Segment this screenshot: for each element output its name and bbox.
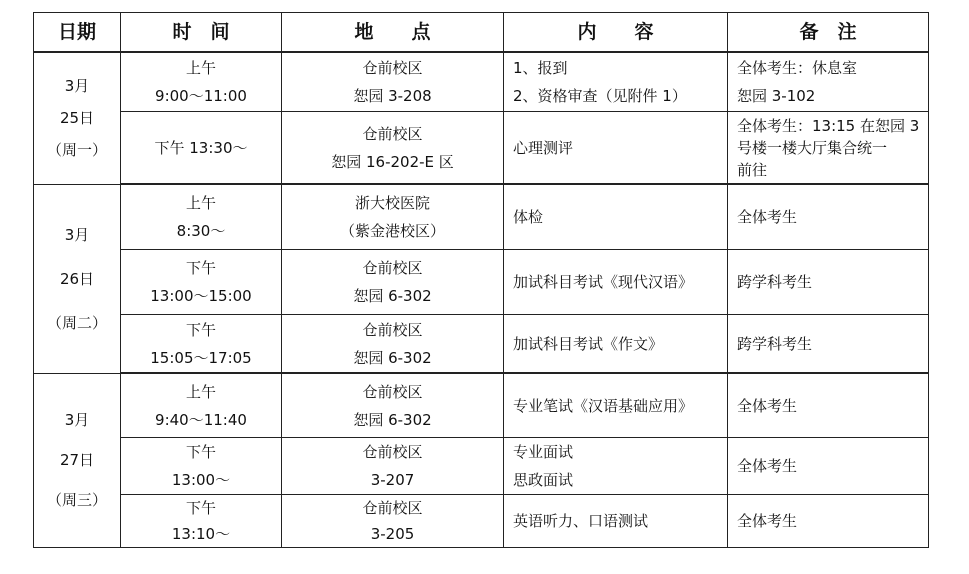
remark-cell (728, 373, 929, 438)
time-cell (121, 250, 282, 315)
remark-text: 号楼一楼大厅集合统一 (737, 138, 888, 157)
remark-text: 全体考生 (737, 457, 798, 475)
time-text: 13:00～15:00 (150, 287, 252, 305)
remark-text: 全体考生：休息室 (737, 59, 858, 77)
time-text: 上午 (185, 194, 216, 212)
time-text: 下午 (185, 443, 216, 461)
schedule-table (33, 12, 929, 548)
remark-text: 全体考生 (737, 396, 798, 415)
time-cell (121, 112, 282, 185)
time-cell (121, 315, 282, 374)
table-row (34, 495, 929, 548)
date-weekday: （周一） (46, 141, 107, 160)
remark-cell (728, 112, 929, 185)
time-text: 8:30～ (176, 222, 226, 240)
time-text: 9:00～11:00 (155, 87, 247, 105)
table-row (34, 184, 929, 250)
remark-text: 恕园 3-102 (737, 87, 816, 105)
date-month: 3月 (64, 225, 90, 244)
content-text: 体检 (513, 208, 544, 226)
place-cell (282, 112, 504, 185)
time-cell (121, 495, 282, 548)
place-text: 仓前校区 (362, 443, 423, 461)
content-text: 思政面试 (513, 471, 574, 489)
table-row (34, 438, 929, 495)
content-text: 加试科目考试《现代汉语》 (513, 273, 694, 291)
header-date: 日期 (34, 13, 121, 53)
time-text: 上午 (185, 382, 216, 401)
place-cell (282, 495, 504, 548)
place-text: 恕园 6-302 (353, 348, 432, 367)
date-month: 3月 (64, 411, 90, 430)
time-text: 下午 (185, 320, 216, 339)
content-text: 英语听力、口语测试 (513, 512, 649, 530)
remark-text: 跨学科考生 (737, 273, 813, 291)
time-cell (121, 373, 282, 438)
content-text: 加试科目考试《作文》 (513, 334, 664, 353)
content-text: 2、资格审查（见附件 1） (513, 87, 687, 105)
table-row (34, 315, 929, 374)
table-row (34, 112, 929, 185)
place-text: 恕园 16-202-E 区 (331, 152, 454, 171)
place-text: 仓前校区 (362, 382, 423, 401)
time-text: 13:00～ (171, 471, 231, 489)
header-place: 地 点 (282, 13, 504, 53)
date-day: 26日 (59, 269, 95, 288)
remark-cell (728, 495, 929, 548)
remark-cell (728, 250, 929, 315)
place-text: 3-205 (370, 525, 415, 543)
place-text: 恕园 3-208 (353, 87, 432, 105)
remark-text: 全体考生 (737, 208, 798, 226)
table-row (34, 250, 929, 315)
time-text: 上午 (185, 59, 216, 77)
time-cell (121, 184, 282, 250)
remark-text: 跨学科考生 (737, 334, 813, 353)
header-content: 内 容 (504, 13, 728, 53)
content-cell (504, 250, 728, 315)
remark-text: 全体考生：13:15 在恕园 3 (737, 116, 920, 135)
table-row (34, 52, 929, 112)
place-text: 仓前校区 (362, 499, 423, 517)
place-text: 仓前校区 (362, 259, 423, 277)
place-text: 仓前校区 (362, 124, 423, 143)
time-text: 下午 (185, 499, 216, 517)
remark-cell (728, 438, 929, 495)
place-text: 仓前校区 (362, 59, 423, 77)
content-cell (504, 112, 728, 185)
date-day: 25日 (59, 109, 95, 128)
remark-cell (728, 52, 929, 112)
date-weekday: （周二） (46, 313, 107, 332)
place-cell (282, 52, 504, 112)
date-cell (34, 184, 121, 373)
content-cell (504, 315, 728, 374)
remark-text: 前往 (737, 160, 768, 179)
content-cell (504, 495, 728, 548)
date-day: 27日 (59, 451, 95, 470)
content-text: 专业面试 (513, 443, 574, 461)
time-text: 下午 13:30～ (154, 138, 248, 157)
header-time: 时 间 (121, 13, 282, 53)
time-cell (121, 438, 282, 495)
place-text: 3-207 (370, 471, 415, 489)
date-cell (34, 373, 121, 548)
header-row (34, 13, 929, 53)
content-text: 心理测评 (513, 138, 574, 157)
place-cell (282, 438, 504, 495)
place-text: 仓前校区 (362, 320, 423, 339)
date-cell (34, 52, 121, 184)
time-text: 下午 (185, 259, 216, 277)
time-text: 13:10～ (171, 525, 231, 543)
remark-cell (728, 184, 929, 250)
time-text: 15:05～17:05 (150, 348, 252, 367)
date-month: 3月 (64, 77, 90, 96)
content-cell (504, 373, 728, 438)
place-text: 恕园 6-302 (353, 410, 432, 429)
content-cell (504, 52, 728, 112)
place-text: （紫金港校区） (339, 222, 445, 240)
place-cell (282, 315, 504, 374)
place-cell (282, 373, 504, 438)
remark-text: 全体考生 (737, 512, 798, 530)
time-text: 9:40～11:40 (155, 410, 247, 429)
content-cell (504, 184, 728, 250)
place-text: 浙大校医院 (354, 194, 430, 212)
table-row (34, 373, 929, 438)
place-cell (282, 250, 504, 315)
content-text: 专业笔试《汉语基础应用》 (513, 396, 694, 415)
content-cell (504, 438, 728, 495)
content-text: 1、报到 (513, 59, 568, 77)
time-cell (121, 52, 282, 112)
remark-cell (728, 315, 929, 374)
date-weekday: （周三） (46, 491, 107, 510)
header-remark: 备 注 (728, 13, 929, 53)
place-cell (282, 184, 504, 250)
place-text: 恕园 6-302 (353, 287, 432, 305)
